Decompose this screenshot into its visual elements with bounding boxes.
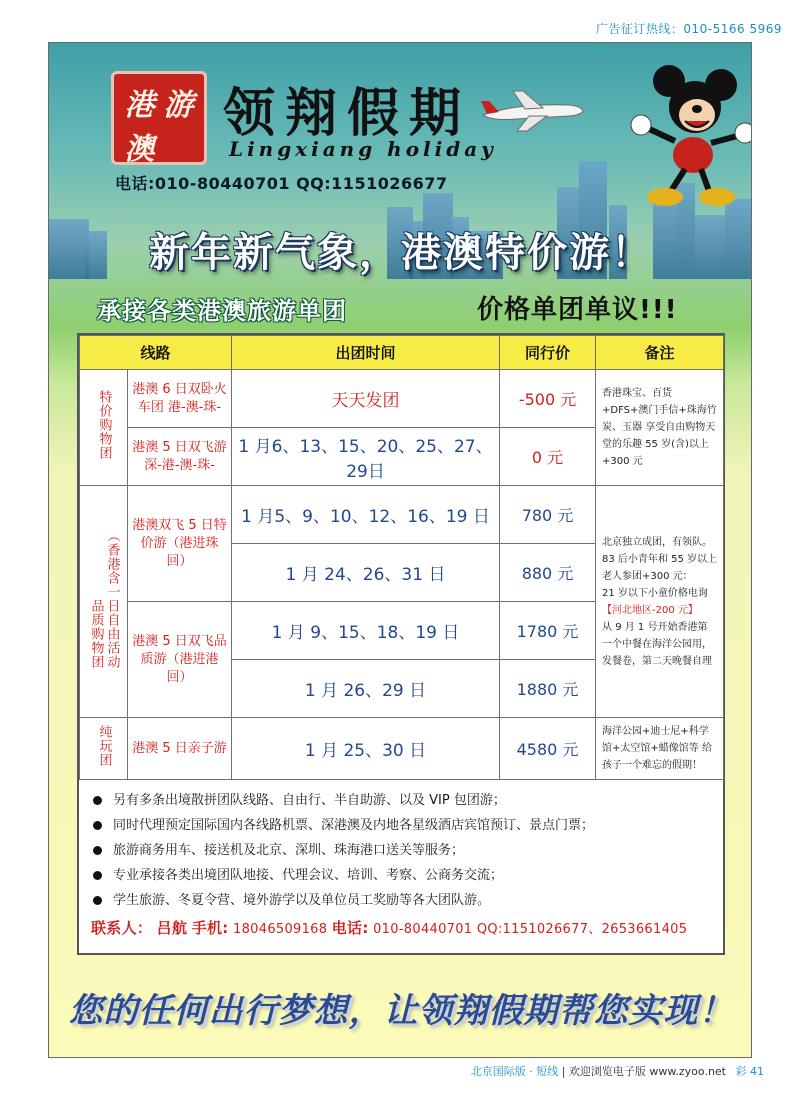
ad-hotline: 广告征订热线：010-5166 5969	[595, 22, 782, 36]
price-cell: 1780 元	[500, 602, 596, 660]
date-cell: 1 月 25、30 日	[232, 718, 500, 780]
note-cell: 北京独立成团，有领队。 83 后小青年和 55 岁以上老人参团+300 元： 21 岁以下小童价格电询 【河北地区-200 元】 从 9 月 1 号开始香港第一个中餐在海洋公园用，发餐卷，第二天晚餐自理	[596, 486, 724, 718]
category-pure-tour: 纯玩团	[80, 718, 128, 780]
headline: 新年新气象，港澳特价游！	[149, 230, 653, 276]
header-date: 出团时间	[232, 336, 500, 370]
list-item: 专业承接各类出境团队地接、代理会议、培训、考察、公商务交流；	[91, 863, 713, 888]
tour-price-table	[79, 335, 724, 780]
route-cell: 港澳 5 日双飞游 深-港-澳-珠-	[128, 428, 232, 486]
advert-frame	[48, 42, 752, 1058]
list-item: 学生旅游、冬夏令营、境外游学以及单位员工奖励等各大团队游。	[91, 888, 713, 913]
price-cell: 880 元	[500, 544, 596, 602]
tour-price-panel	[77, 333, 725, 955]
page-footer: 北京国际版 · 短线 | 欢迎浏览电子版 www.zyoo.net 彩 41	[470, 1065, 764, 1078]
date-cell: 1 月 24、26、31 日	[232, 544, 500, 602]
route-cell: 港澳 5 日亲子游	[128, 718, 232, 780]
note-cell: 香港珠宝、百货+DFS+澳门手信+珠海竹炭、玉器 享受自由购物天堂的乐趣 55 岁(含)以上+300 元	[596, 370, 724, 486]
note-cell: 海洋公园+迪士尼+科学馆+太空馆+蜡像馆等 给孩子一个难忘的假期！	[596, 718, 724, 780]
route-cell: 港澳 6 日双卧火车团 港-澳-珠-	[128, 370, 232, 428]
price-cell: 4580 元	[500, 718, 596, 780]
route-cell: 港澳 5 日双飞品质游（港进港回）	[128, 602, 232, 718]
price-cell: 1880 元	[500, 660, 596, 718]
header-price: 同行价	[500, 336, 596, 370]
brand-logo: 港 游 澳	[111, 71, 207, 165]
header-note: 备注	[596, 336, 724, 370]
price-cell: -500 元	[500, 370, 596, 428]
category-bargain-shopping: 特价购物团	[80, 370, 128, 486]
subheadline: 承接各类港澳旅游单团	[97, 297, 347, 325]
service-list	[79, 780, 723, 913]
list-item: 旅游商务用车、接送机及北京、深圳、珠海港口送关等服务；	[91, 838, 713, 863]
table-row	[80, 718, 724, 780]
date-cell: 1 月5、9、10、12、16、19 日	[232, 486, 500, 544]
route-cell: 港澳双飞 5 日特价游（港进珠回）	[128, 486, 232, 602]
date-cell: 1 月6、13、15、20、25、27、29日	[232, 428, 500, 486]
date-cell: 1 月 26、29 日	[232, 660, 500, 718]
mouse-mascot-icon	[605, 63, 752, 213]
airplane-icon	[477, 85, 587, 135]
list-item: 另有多条出境散拼团队线路、自由行、半自助游、以及 VIP 包团游；	[91, 788, 713, 813]
top-contact-info: 电话:010-80440701 QQ:1151026677	[115, 174, 448, 193]
price-cell: 0 元	[500, 428, 596, 486]
price-cell: 780 元	[500, 486, 596, 544]
closing-slogan: 您的任何出行梦想，让领翔假期帮您实现！	[68, 991, 734, 1031]
table-row	[80, 370, 724, 428]
category-quality-shopping: 品质购物团（香港含一日自由活动	[80, 486, 128, 718]
table-row	[80, 486, 724, 544]
brand-name-en: Lingxiang holiday	[229, 137, 497, 161]
list-item: 同时代理预定国际国内各线路机票、深港澳及内地各星级酒店宾馆预订、景点门票；	[91, 813, 713, 838]
date-cell: 天天发团	[232, 370, 500, 428]
header-route: 线路	[80, 336, 232, 370]
date-cell: 1 月 9、15、18、19 日	[232, 602, 500, 660]
price-negotiable-note: 价格单团单议!!!	[477, 295, 678, 325]
contact-line: 联系人： 吕航 手机: 18046509168 电话: 010-80440701 QQ:1151026677、2653661405	[91, 919, 688, 937]
brand-name-cn: 领翔假期	[223, 83, 472, 144]
